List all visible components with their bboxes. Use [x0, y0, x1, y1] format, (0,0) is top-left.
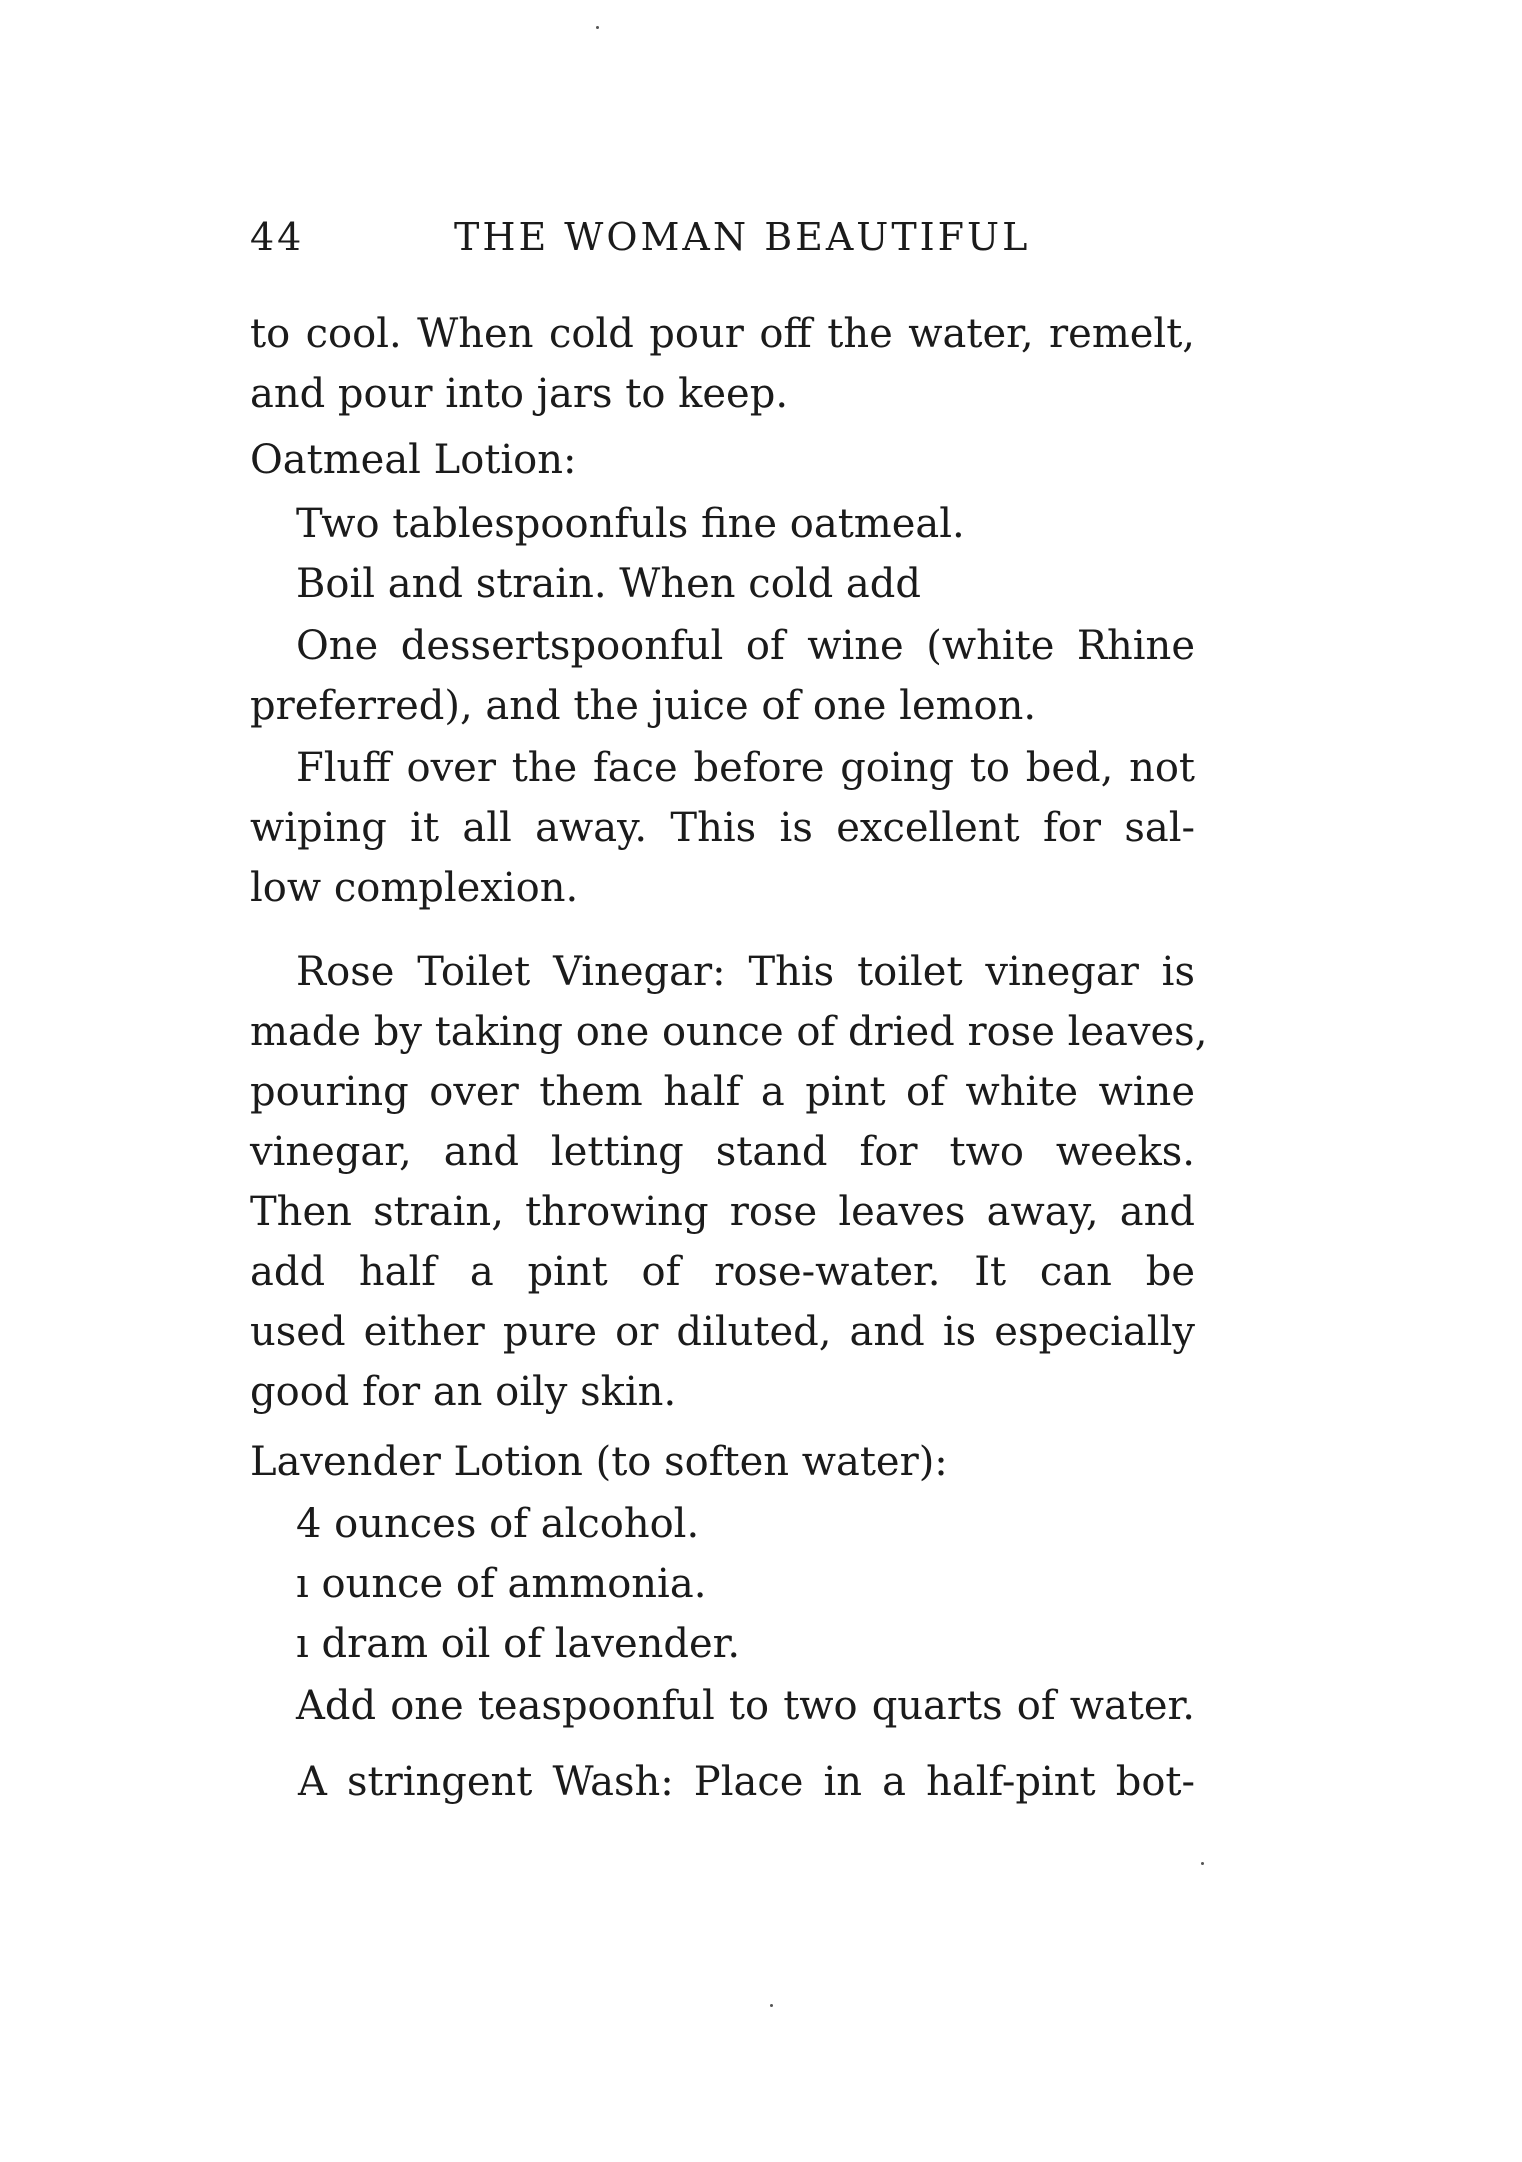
- text-line: Then strain, throwing rose leaves away, and: [250, 1189, 1195, 1235]
- text-line: One dessertspoonful of wine (white Rhine: [296, 623, 1195, 669]
- text-line: Add one teaspoonful to two quarts of water.: [296, 1683, 1195, 1729]
- text-line: Fluff over the face before going to bed, not: [296, 745, 1195, 791]
- running-title: THE WOMAN BEAUTIFUL: [454, 215, 1031, 259]
- text-line: low complexion.: [250, 865, 579, 911]
- text-line: to cool. When cold pour off the water, remelt,: [250, 311, 1195, 357]
- ingredient-line: 4 ounces of alcohol.: [296, 1501, 700, 1547]
- text-line: pouring over them half a pint of white wine: [250, 1069, 1195, 1115]
- paper-speck: [1201, 1862, 1204, 1865]
- text-line: used either pure or diluted, and is especially: [250, 1309, 1195, 1355]
- page-number: 44: [250, 215, 305, 259]
- text-line: Two tablespoonfuls fine oatmeal.: [296, 501, 965, 547]
- paper-speck: [770, 2004, 773, 2007]
- page-header: [250, 215, 1200, 275]
- section-heading: Lavender Lotion (to soften water):: [250, 1439, 948, 1485]
- text-line: wiping it all away. This is excellent for sal-: [250, 805, 1195, 851]
- text-line: vinegar, and letting stand for two weeks.: [250, 1129, 1195, 1175]
- text-line: Rose Toilet Vinegar: This toilet vinegar is: [296, 949, 1195, 995]
- text-line: and pour into jars to keep.: [250, 371, 789, 417]
- text-line: A stringent Wash: Place in a half-pint bot-: [298, 1759, 1195, 1805]
- text-line: add half a pint of rose-water. It can be: [250, 1249, 1195, 1295]
- paper-speck: [596, 26, 599, 29]
- text-line: good for an oily skin.: [250, 1369, 677, 1415]
- text-line: made by taking one ounce of dried rose leaves,: [250, 1009, 1208, 1055]
- text-line: preferred), and the juice of one lemon.: [250, 683, 1037, 729]
- text-line: Boil and strain. When cold add: [296, 561, 921, 607]
- ingredient-line: ı dram oil of lavender.: [296, 1621, 741, 1667]
- section-heading: Oatmeal Lotion:: [250, 437, 577, 483]
- ingredient-line: ı ounce of ammonia.: [296, 1561, 707, 1607]
